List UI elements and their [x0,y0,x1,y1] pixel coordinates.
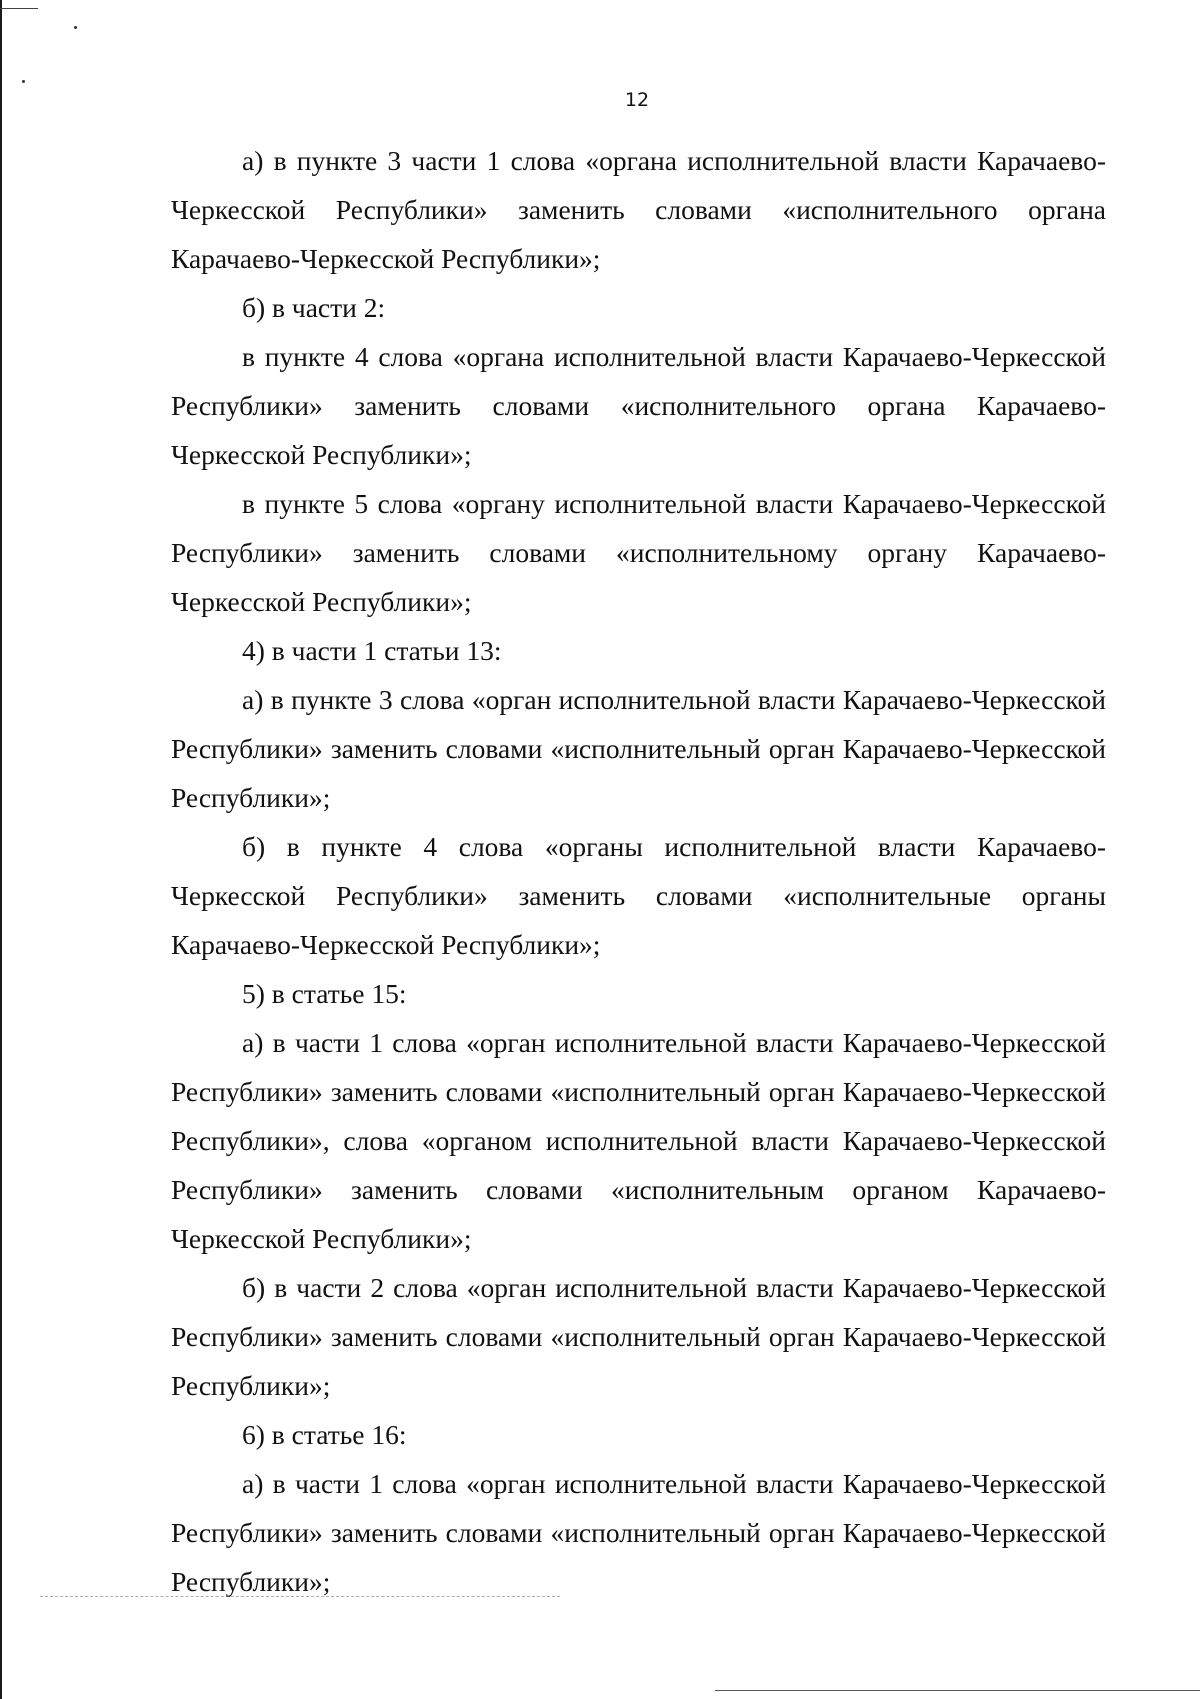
paragraph: а) в части 1 слова «орган исполнительной власти Карачаево-Черкесской Республики» заменить словами «исполнительный орган Карачаево-Черкесской Республики», слова «органом исполнительной власти Карачаево-Черкесской Республики» заменить словами «исполнительным органом Карачаево-Черкесской Республики»; [171,1027,1106,1254]
paragraph: 4) в части 1 статьи 13: [242,635,502,666]
paragraph: а) в пункте 3 части 1 слова «органа исполнительной власти Карачаево-Черкесской Республики» заменить словами «исполнительного органа Карачаево-Черкесской Республики»; [171,145,1106,274]
paragraph: б) в пункте 4 слова «органы исполнительной власти Карачаево-Черкесской Республики» заменить словами «исполнительные органы Карачаево-Черкесской Республики»; [171,831,1106,960]
paragraph: а) в пункте 3 слова «орган исполнительной власти Карачаево-Черкесской Республики» заменить словами «исполнительный орган Карачаево-Черкесской Республики»; [171,684,1106,813]
scan-artifact-dashes [40,1596,560,1601]
scan-edge-line [0,0,2,1699]
paragraph: б) в части 2 слова «орган исполнительной власти Карачаево-Черкесской Республики» заменить словами «исполнительный орган Карачаево-Черкесской Республики»; [171,1272,1106,1401]
scan-speck [22,80,25,83]
paragraph: в пункте 5 слова «органу исполнительной власти Карачаево-Черкесской Республики» заменить словами «исполнительному органу Карачаево-Черкесской Республики»; [171,488,1106,617]
paragraph: 5) в статье 15: [242,978,407,1009]
page-number: 12 [624,89,650,111]
scan-artifact-line [715,1690,1200,1691]
paragraph: а) в части 1 слова «орган исполнительной власти Карачаево-Черкесской Республики» заменить словами «исполнительный орган Карачаево-Черкесской Республики»; [171,1468,1106,1597]
scan-artifact-mark [0,8,38,9]
scan-speck [74,26,77,29]
paragraph: 6) в статье 16: [242,1419,407,1450]
paragraph: в пункте 4 слова «органа исполнительной власти Карачаево-Черкесской Республики» заменить словами «исполнительного органа Карачаево-Черкесской Республики»; [171,341,1106,470]
paragraph: б) в части 2: [242,292,386,323]
document-body [171,136,1106,1606]
